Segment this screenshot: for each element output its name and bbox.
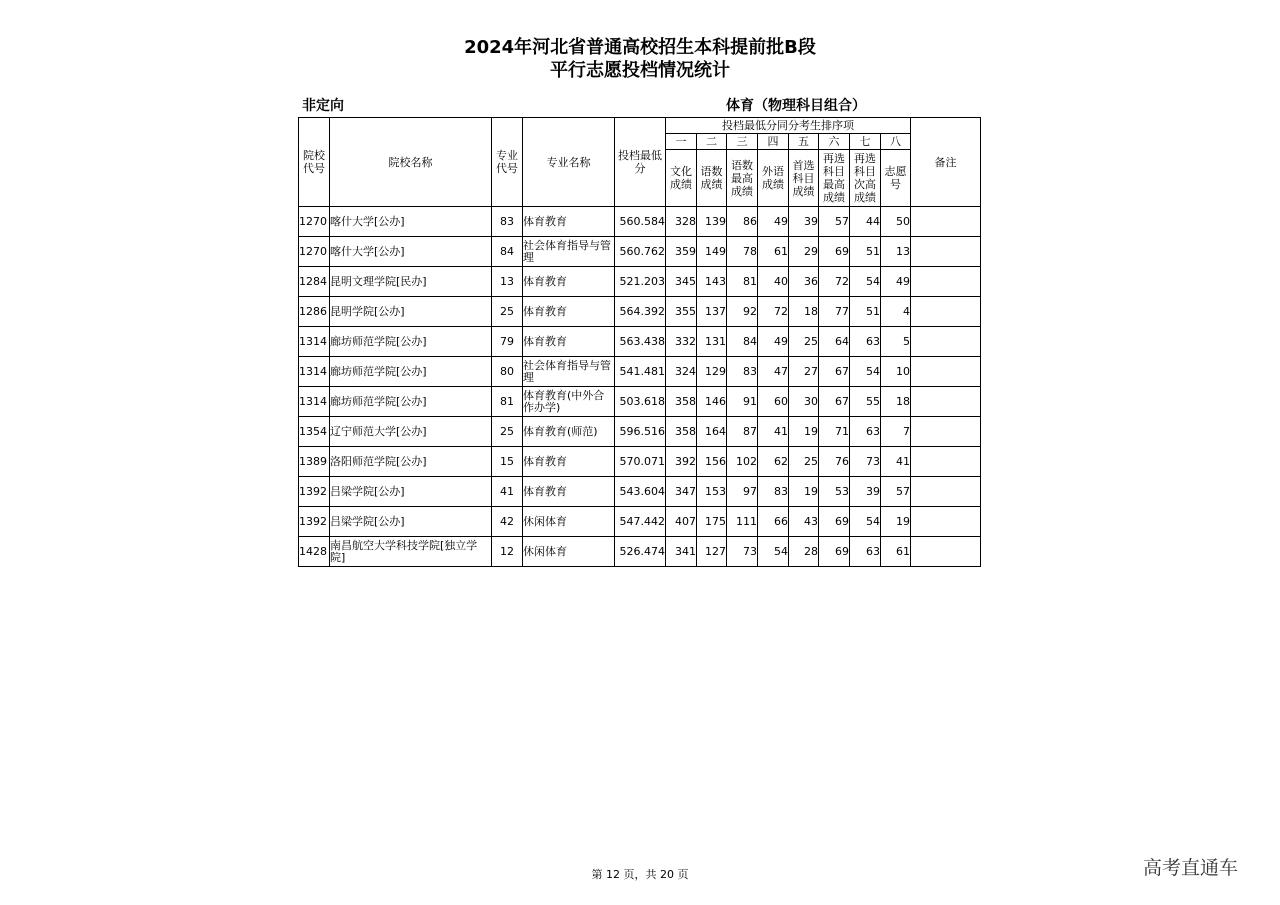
header-rank-3: 三 — [727, 134, 758, 150]
tiebreak-value-cell: 92 — [727, 297, 758, 327]
tiebreak-value-cell: 61 — [758, 237, 789, 267]
school-code-cell: 1314 — [299, 357, 330, 387]
major-name-cell: 体育教育 — [523, 447, 615, 477]
tiebreak-value-cell: 72 — [758, 297, 789, 327]
tiebreak-value-cell: 83 — [758, 477, 789, 507]
remark-cell — [911, 297, 981, 327]
tiebreak-value-cell: 332 — [666, 327, 697, 357]
tiebreak-value-cell: 67 — [819, 357, 850, 387]
tiebreak-value-cell: 129 — [697, 357, 727, 387]
tiebreak-value-cell: 10 — [881, 357, 911, 387]
school-code-cell: 1314 — [299, 387, 330, 417]
major-name-cell: 社会体育指导与管理 — [523, 237, 615, 267]
table-row — [299, 387, 981, 417]
min-score-cell: 564.392 — [615, 297, 666, 327]
tiebreak-value-cell: 41 — [881, 447, 911, 477]
tiebreak-value-cell: 146 — [697, 387, 727, 417]
tiebreak-value-cell: 36 — [789, 267, 819, 297]
major-code-cell: 13 — [492, 267, 523, 297]
major-name-cell: 体育教育 — [523, 477, 615, 507]
tiebreak-value-cell: 127 — [697, 537, 727, 567]
tiebreak-value-cell: 25 — [789, 447, 819, 477]
school-name-cell: 昆明学院[公办] — [330, 297, 492, 327]
tiebreak-value-cell: 328 — [666, 207, 697, 237]
tiebreak-value-cell: 72 — [819, 267, 850, 297]
major-name-cell: 体育教育 — [523, 327, 615, 357]
tiebreak-value-cell: 153 — [697, 477, 727, 507]
header-min-score: 投档最低分 — [615, 118, 666, 207]
header-major-name: 专业名称 — [523, 118, 615, 207]
school-code-cell: 1392 — [299, 507, 330, 537]
school-name-cell: 廊坊师范学院[公办] — [330, 357, 492, 387]
tiebreak-value-cell: 49 — [758, 327, 789, 357]
tiebreak-value-cell: 69 — [819, 237, 850, 267]
tiebreak-value-cell: 51 — [850, 297, 881, 327]
tiebreak-value-cell: 18 — [881, 387, 911, 417]
remark-cell — [911, 417, 981, 447]
tiebreak-value-cell: 55 — [850, 387, 881, 417]
min-score-cell: 560.584 — [615, 207, 666, 237]
school-name-cell: 廊坊师范学院[公办] — [330, 327, 492, 357]
tiebreak-value-cell: 41 — [758, 417, 789, 447]
table-row — [299, 237, 981, 267]
tiebreak-value-cell: 139 — [697, 207, 727, 237]
major-code-cell: 81 — [492, 387, 523, 417]
school-name-cell: 吕梁学院[公办] — [330, 477, 492, 507]
tiebreak-value-cell: 39 — [850, 477, 881, 507]
school-name-cell: 南昌航空大学科技学院[独立学院] — [330, 537, 492, 567]
tiebreak-value-cell: 358 — [666, 417, 697, 447]
min-score-cell: 526.474 — [615, 537, 666, 567]
tiebreak-value-cell: 18 — [789, 297, 819, 327]
tiebreak-value-cell: 13 — [881, 237, 911, 267]
table-row — [299, 447, 981, 477]
remark-cell — [911, 237, 981, 267]
major-name-cell: 体育教育 — [523, 297, 615, 327]
min-score-cell: 503.618 — [615, 387, 666, 417]
header-rank-2: 二 — [697, 134, 727, 150]
category-label: 体育（物理科目组合） — [726, 98, 866, 114]
tiebreak-value-cell: 81 — [727, 267, 758, 297]
header-tiebreak-item-4: 外语成绩 — [758, 150, 789, 207]
tiebreak-value-cell: 61 — [881, 537, 911, 567]
tiebreak-value-cell: 63 — [850, 327, 881, 357]
tiebreak-value-cell: 84 — [727, 327, 758, 357]
tiebreak-value-cell: 76 — [819, 447, 850, 477]
header-remark: 备注 — [911, 118, 981, 207]
header-tiebreak-item-6: 再选科目最高成绩 — [819, 150, 850, 207]
remark-cell — [911, 447, 981, 477]
major-code-cell: 12 — [492, 537, 523, 567]
tiebreak-value-cell: 392 — [666, 447, 697, 477]
school-name-cell: 洛阳师范学院[公办] — [330, 447, 492, 477]
school-code-cell: 1428 — [299, 537, 330, 567]
header-rank-1: 一 — [666, 134, 697, 150]
watermark-text: 高考直通车 — [1143, 857, 1239, 879]
header-tiebreak-item-1: 文化成绩 — [666, 150, 697, 207]
header-tiebreak-item-5: 首选科目成绩 — [789, 150, 819, 207]
tiebreak-value-cell: 54 — [850, 267, 881, 297]
tiebreak-value-cell: 78 — [727, 237, 758, 267]
tiebreak-value-cell: 28 — [789, 537, 819, 567]
table-row — [299, 357, 981, 387]
tiebreak-value-cell: 60 — [758, 387, 789, 417]
admission-score-table — [298, 117, 981, 567]
min-score-cell: 521.203 — [615, 267, 666, 297]
school-code-cell: 1284 — [299, 267, 330, 297]
table-row — [299, 477, 981, 507]
school-name-cell: 吕梁学院[公办] — [330, 507, 492, 537]
school-name-cell: 昆明文理学院[民办] — [330, 267, 492, 297]
tiebreak-value-cell: 54 — [850, 507, 881, 537]
tiebreak-value-cell: 359 — [666, 237, 697, 267]
tiebreak-value-cell: 67 — [819, 387, 850, 417]
major-code-cell: 84 — [492, 237, 523, 267]
school-code-cell: 1270 — [299, 237, 330, 267]
tiebreak-value-cell: 137 — [697, 297, 727, 327]
page-footer: 第 12 页，共 20 页 — [591, 868, 689, 881]
tiebreak-value-cell: 355 — [666, 297, 697, 327]
table-row — [299, 327, 981, 357]
header-school-name: 院校名称 — [330, 118, 492, 207]
tiebreak-value-cell: 40 — [758, 267, 789, 297]
major-name-cell: 体育教育(师范) — [523, 417, 615, 447]
tiebreak-value-cell: 57 — [881, 477, 911, 507]
major-code-cell: 79 — [492, 327, 523, 357]
major-code-cell: 41 — [492, 477, 523, 507]
remark-cell — [911, 537, 981, 567]
remark-cell — [911, 387, 981, 417]
major-code-cell: 15 — [492, 447, 523, 477]
tiebreak-value-cell: 345 — [666, 267, 697, 297]
tiebreak-value-cell: 156 — [697, 447, 727, 477]
header-tiebreak-item-7: 再选科目次高成绩 — [850, 150, 881, 207]
school-code-cell: 1286 — [299, 297, 330, 327]
tiebreak-value-cell: 27 — [789, 357, 819, 387]
school-name-cell: 廊坊师范学院[公办] — [330, 387, 492, 417]
tiebreak-value-cell: 63 — [850, 537, 881, 567]
min-score-cell: 596.516 — [615, 417, 666, 447]
tiebreak-value-cell: 54 — [758, 537, 789, 567]
header-tiebreak-group: 投档最低分同分考生排序项 — [666, 118, 911, 134]
tiebreak-value-cell: 43 — [789, 507, 819, 537]
tiebreak-value-cell: 97 — [727, 477, 758, 507]
school-name-cell: 辽宁师范大学[公办] — [330, 417, 492, 447]
min-score-cell: 563.438 — [615, 327, 666, 357]
tiebreak-value-cell: 102 — [727, 447, 758, 477]
major-name-cell: 休闲体育 — [523, 507, 615, 537]
major-name-cell: 社会体育指导与管理 — [523, 357, 615, 387]
tiebreak-value-cell: 53 — [819, 477, 850, 507]
tiebreak-value-cell: 64 — [819, 327, 850, 357]
tiebreak-value-cell: 57 — [819, 207, 850, 237]
tiebreak-value-cell: 71 — [819, 417, 850, 447]
remark-cell — [911, 207, 981, 237]
table-row — [299, 507, 981, 537]
major-name-cell: 体育教育(中外合作办学) — [523, 387, 615, 417]
remark-cell — [911, 357, 981, 387]
school-code-cell: 1270 — [299, 207, 330, 237]
major-code-cell: 83 — [492, 207, 523, 237]
remark-cell — [911, 327, 981, 357]
tiebreak-value-cell: 7 — [881, 417, 911, 447]
tiebreak-value-cell: 131 — [697, 327, 727, 357]
document-title-line2: 平行志愿投档情况统计 — [550, 60, 730, 81]
school-code-cell: 1392 — [299, 477, 330, 507]
tiebreak-value-cell: 341 — [666, 537, 697, 567]
tiebreak-value-cell: 50 — [881, 207, 911, 237]
tiebreak-value-cell: 63 — [850, 417, 881, 447]
header-rank-6: 六 — [819, 134, 850, 150]
min-score-cell: 560.762 — [615, 237, 666, 267]
major-code-cell: 42 — [492, 507, 523, 537]
tiebreak-value-cell: 5 — [881, 327, 911, 357]
min-score-cell: 570.071 — [615, 447, 666, 477]
tiebreak-value-cell: 62 — [758, 447, 789, 477]
tiebreak-value-cell: 111 — [727, 507, 758, 537]
tiebreak-value-cell: 66 — [758, 507, 789, 537]
tiebreak-value-cell: 175 — [697, 507, 727, 537]
remark-cell — [911, 477, 981, 507]
tiebreak-value-cell: 73 — [727, 537, 758, 567]
tiebreak-value-cell: 69 — [819, 537, 850, 567]
tiebreak-value-cell: 164 — [697, 417, 727, 447]
tiebreak-value-cell: 87 — [727, 417, 758, 447]
header-tiebreak-item-8: 志愿号 — [881, 150, 911, 207]
tiebreak-value-cell: 47 — [758, 357, 789, 387]
header-rank-8: 八 — [881, 134, 911, 150]
header-rank-4: 四 — [758, 134, 789, 150]
table-row — [299, 537, 981, 567]
major-name-cell: 休闲体育 — [523, 537, 615, 567]
remark-cell — [911, 507, 981, 537]
tiebreak-value-cell: 49 — [758, 207, 789, 237]
min-score-cell: 543.604 — [615, 477, 666, 507]
table-row — [299, 207, 981, 237]
tiebreak-value-cell: 77 — [819, 297, 850, 327]
tiebreak-value-cell: 347 — [666, 477, 697, 507]
tiebreak-value-cell: 149 — [697, 237, 727, 267]
tiebreak-value-cell: 143 — [697, 267, 727, 297]
tiebreak-value-cell: 49 — [881, 267, 911, 297]
tiebreak-value-cell: 73 — [850, 447, 881, 477]
tiebreak-value-cell: 44 — [850, 207, 881, 237]
tiebreak-value-cell: 324 — [666, 357, 697, 387]
tiebreak-value-cell: 54 — [850, 357, 881, 387]
tiebreak-value-cell: 69 — [819, 507, 850, 537]
remark-cell — [911, 267, 981, 297]
header-tiebreak-item-2: 语数成绩 — [697, 150, 727, 207]
header-school-code: 院校代号 — [299, 118, 330, 207]
major-code-cell: 25 — [492, 417, 523, 447]
tiebreak-value-cell: 407 — [666, 507, 697, 537]
tiebreak-value-cell: 19 — [789, 477, 819, 507]
tiebreak-value-cell: 19 — [881, 507, 911, 537]
major-code-cell: 25 — [492, 297, 523, 327]
orientation-label: 非定向 — [302, 98, 344, 114]
table-row — [299, 417, 981, 447]
major-name-cell: 体育教育 — [523, 267, 615, 297]
school-code-cell: 1314 — [299, 327, 330, 357]
tiebreak-value-cell: 19 — [789, 417, 819, 447]
tiebreak-value-cell: 25 — [789, 327, 819, 357]
header-major-code: 专业代号 — [492, 118, 523, 207]
min-score-cell: 541.481 — [615, 357, 666, 387]
document-title-line1: 2024年河北省普通高校招生本科提前批B段 — [464, 37, 816, 58]
tiebreak-value-cell: 83 — [727, 357, 758, 387]
major-name-cell: 体育教育 — [523, 207, 615, 237]
tiebreak-value-cell: 39 — [789, 207, 819, 237]
tiebreak-value-cell: 358 — [666, 387, 697, 417]
tiebreak-value-cell: 91 — [727, 387, 758, 417]
school-name-cell: 喀什大学[公办] — [330, 207, 492, 237]
header-rank-7: 七 — [850, 134, 881, 150]
tiebreak-value-cell: 4 — [881, 297, 911, 327]
tiebreak-value-cell: 29 — [789, 237, 819, 267]
tiebreak-value-cell: 51 — [850, 237, 881, 267]
school-code-cell: 1354 — [299, 417, 330, 447]
school-name-cell: 喀什大学[公办] — [330, 237, 492, 267]
header-rank-5: 五 — [789, 134, 819, 150]
school-code-cell: 1389 — [299, 447, 330, 477]
table-row — [299, 267, 981, 297]
tiebreak-value-cell: 30 — [789, 387, 819, 417]
major-code-cell: 80 — [492, 357, 523, 387]
min-score-cell: 547.442 — [615, 507, 666, 537]
tiebreak-value-cell: 86 — [727, 207, 758, 237]
table-row — [299, 297, 981, 327]
header-tiebreak-item-3: 语数最高成绩 — [727, 150, 758, 207]
